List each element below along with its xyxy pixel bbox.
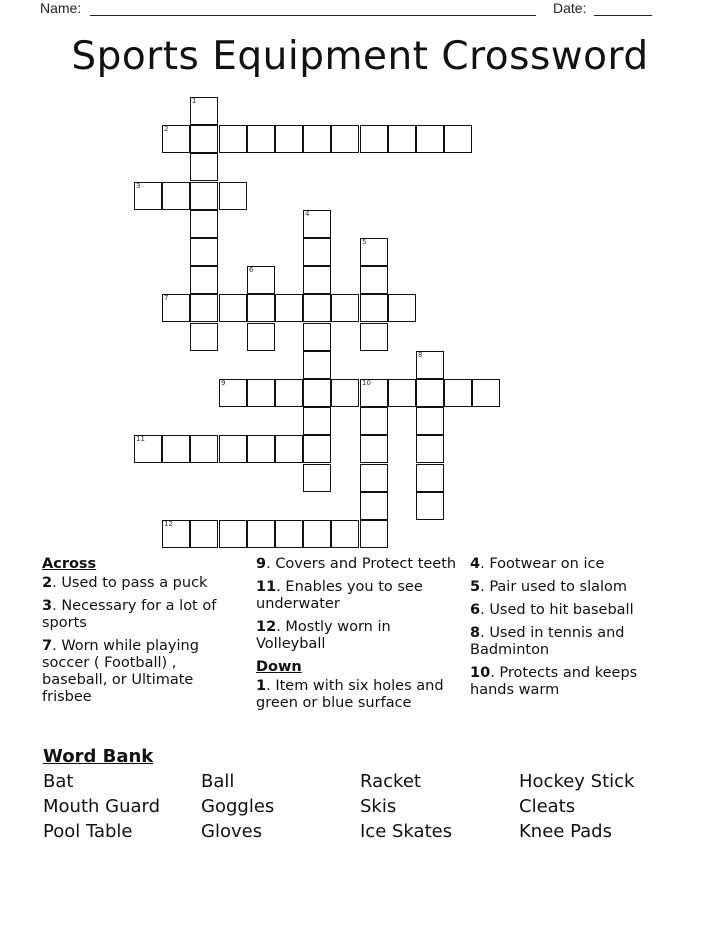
crossword-cell[interactable] xyxy=(303,238,331,266)
crossword-cell[interactable] xyxy=(219,182,247,210)
crossword-cell[interactable] xyxy=(247,266,275,294)
crossword-cell[interactable] xyxy=(360,407,388,435)
crossword-cell[interactable] xyxy=(331,520,359,548)
crossword-cell[interactable] xyxy=(360,492,388,520)
word-bank-item: Hockey Stick xyxy=(519,771,635,792)
across-clue: 11. Enables you to see underwater xyxy=(256,579,423,612)
crossword-cell[interactable] xyxy=(444,125,472,153)
crossword-cell[interactable] xyxy=(190,210,218,238)
crossword-cell[interactable] xyxy=(416,492,444,520)
crossword-cell[interactable] xyxy=(472,379,500,407)
crossword-cell[interactable] xyxy=(275,294,303,322)
crossword-cell[interactable] xyxy=(303,210,331,238)
down-clue: 5. Pair used to slalom xyxy=(470,579,628,595)
crossword-cell[interactable] xyxy=(360,464,388,492)
crossword-cell[interactable] xyxy=(162,294,190,322)
crossword-cell[interactable] xyxy=(162,182,190,210)
word-bank-item: Racket xyxy=(360,771,421,792)
crossword-cell[interactable] xyxy=(190,182,218,210)
crossword-cell[interactable] xyxy=(190,294,218,322)
crossword-cell[interactable] xyxy=(247,294,275,322)
word-bank-item: Knee Pads xyxy=(519,821,612,842)
crossword-cell[interactable] xyxy=(247,520,275,548)
crossword-cell[interactable] xyxy=(134,435,162,463)
crossword-cell[interactable] xyxy=(303,520,331,548)
word-bank-item: Cleats xyxy=(519,796,576,817)
cell-number: 8 xyxy=(418,351,423,359)
crossword-cell[interactable] xyxy=(190,97,218,125)
crossword-cell[interactable] xyxy=(303,294,331,322)
across-clue: 9. Covers and Protect teeth xyxy=(256,556,457,572)
cell-number: 6 xyxy=(249,266,254,274)
cell-number: 12 xyxy=(164,520,173,528)
crossword-cell[interactable] xyxy=(331,294,359,322)
crossword-cell[interactable] xyxy=(416,351,444,379)
crossword-cell[interactable] xyxy=(388,379,416,407)
word-bank-item: Mouth Guard xyxy=(43,796,161,817)
clues-column-3 xyxy=(470,556,670,705)
crossword-cell[interactable] xyxy=(162,520,190,548)
crossword-cell[interactable] xyxy=(303,323,331,351)
word-bank-item: Ball xyxy=(201,771,235,792)
down-clue: 4. Footwear on ice xyxy=(470,556,605,572)
crossword-cell[interactable] xyxy=(303,379,331,407)
crossword-cell[interactable] xyxy=(360,266,388,294)
name-label: Name: xyxy=(40,0,82,16)
cell-number: 3 xyxy=(136,182,141,190)
crossword-cell[interactable] xyxy=(303,351,331,379)
cell-number: 7 xyxy=(164,294,169,302)
crossword-cell[interactable] xyxy=(190,238,218,266)
page-title: Sports Equipment Crossword xyxy=(71,34,649,79)
across-clue: 2. Used to pass a puck xyxy=(42,575,208,591)
crossword-cell[interactable] xyxy=(360,125,388,153)
crossword-cell[interactable] xyxy=(247,435,275,463)
cell-number: 1 xyxy=(192,97,197,105)
cell-number: 10 xyxy=(362,379,371,387)
crossword-cell[interactable] xyxy=(303,464,331,492)
crossword-cell[interactable] xyxy=(275,435,303,463)
crossword-cell[interactable] xyxy=(388,125,416,153)
clues-column-1 xyxy=(42,556,242,712)
crossword-cell[interactable] xyxy=(331,379,359,407)
crossword-cell[interactable] xyxy=(219,379,247,407)
clues-column-2 xyxy=(256,556,461,718)
down-clue: 8. Used in tennis and Badminton xyxy=(470,625,625,658)
crossword-cell[interactable] xyxy=(219,435,247,463)
crossword-cell[interactable] xyxy=(134,182,162,210)
crossword-cell[interactable] xyxy=(275,379,303,407)
crossword-cell[interactable] xyxy=(416,379,444,407)
cell-number: 4 xyxy=(305,210,310,218)
crossword-cell[interactable] xyxy=(275,125,303,153)
word-bank-item: Pool Table xyxy=(43,821,133,842)
across-clue: 12. Mostly worn in Volleyball xyxy=(256,619,391,652)
crossword-cell[interactable] xyxy=(388,294,416,322)
word-bank-title: Word Bank xyxy=(43,746,154,767)
crossword-cell[interactable] xyxy=(360,323,388,351)
across-clue: 3. Necessary for a lot of sports xyxy=(42,598,217,631)
crossword-cell[interactable] xyxy=(416,125,444,153)
word-bank-item: Gloves xyxy=(201,821,263,842)
crossword-cell[interactable] xyxy=(416,464,444,492)
word-bank-item: Goggles xyxy=(201,796,275,817)
crossword-cell[interactable] xyxy=(360,435,388,463)
word-bank-item: Bat xyxy=(43,771,74,792)
crossword-cell[interactable] xyxy=(219,125,247,153)
down-clue: 10. Protects and keeps hands warm xyxy=(470,665,638,698)
crossword-cell[interactable] xyxy=(162,125,190,153)
crossword-cell[interactable] xyxy=(303,407,331,435)
cell-number: 9 xyxy=(221,379,226,387)
down-clue: 1. Item with six holes and green or blue surface xyxy=(256,678,444,711)
crossword-cell[interactable] xyxy=(190,125,218,153)
across-clue: 7. Worn while playing soccer ( Football) , baseball, or Ultimate frisbee xyxy=(42,638,199,705)
crossword-cell[interactable] xyxy=(416,435,444,463)
word-bank-item: Skis xyxy=(360,796,397,817)
crossword-cell[interactable] xyxy=(247,323,275,351)
crossword-cell[interactable] xyxy=(247,125,275,153)
crossword-cell[interactable] xyxy=(190,323,218,351)
crossword-cell[interactable] xyxy=(190,520,218,548)
across-heading: Across xyxy=(42,556,97,572)
word-bank-item: Ice Skates xyxy=(360,821,453,842)
down-heading: Down xyxy=(256,659,302,675)
crossword-cell[interactable] xyxy=(190,435,218,463)
crossword-cell[interactable] xyxy=(360,294,388,322)
crossword-cell[interactable] xyxy=(219,520,247,548)
crossword-cell[interactable] xyxy=(247,379,275,407)
crossword-cell[interactable] xyxy=(303,266,331,294)
crossword-cell[interactable] xyxy=(162,435,190,463)
cell-number: 2 xyxy=(164,125,169,133)
crossword-cell[interactable] xyxy=(331,125,359,153)
crossword-cell[interactable] xyxy=(444,379,472,407)
crossword-cell[interactable] xyxy=(360,520,388,548)
down-clue: 6. Used to hit baseball xyxy=(470,602,634,618)
crossword-cell[interactable] xyxy=(275,520,303,548)
crossword-cell[interactable] xyxy=(190,266,218,294)
crossword-cell[interactable] xyxy=(416,407,444,435)
crossword-cell[interactable] xyxy=(303,125,331,153)
cell-number: 11 xyxy=(136,435,145,443)
crossword-cell[interactable] xyxy=(360,379,388,407)
crossword-cell[interactable] xyxy=(219,294,247,322)
crossword-cell[interactable] xyxy=(360,238,388,266)
crossword-cell[interactable] xyxy=(303,435,331,463)
date-label: Date: xyxy=(553,0,587,16)
crossword-cell[interactable] xyxy=(190,153,218,181)
cell-number: 5 xyxy=(362,238,367,246)
